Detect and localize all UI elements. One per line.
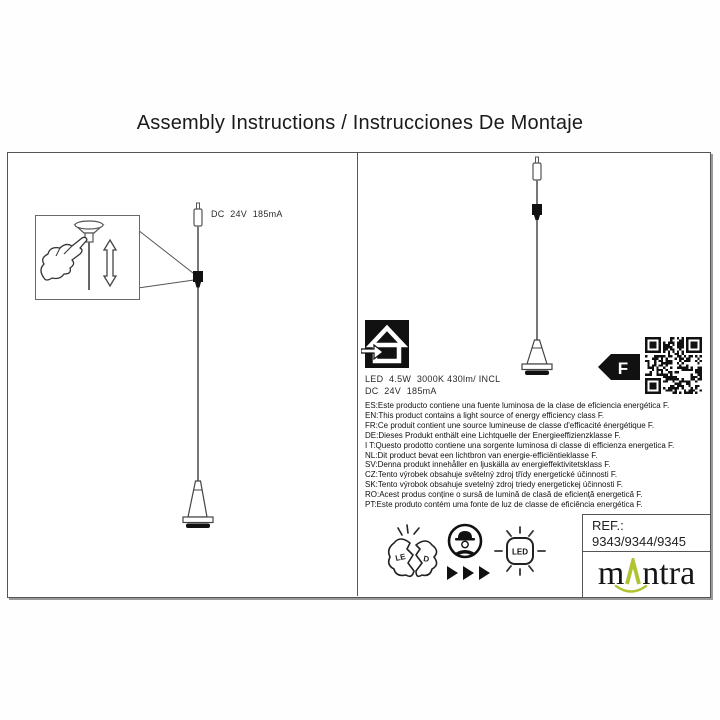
language-line: SK:Tento výrobok obsahuje svetelný zdroj triedy energetickej účinnosti F. xyxy=(365,480,623,490)
lamp-diffuser-disc xyxy=(525,371,549,376)
hand-icon xyxy=(41,237,87,280)
broken-led-text-right: D xyxy=(422,554,430,564)
brand-text-ntra: ntra xyxy=(642,555,696,592)
language-line: SV:Denna produkt innehåller en ljuskälla av energieffektivitetsklass F. xyxy=(365,460,611,470)
brand-caret-icon xyxy=(624,558,642,585)
broken-led-text-left: LE xyxy=(394,552,407,563)
mantra-logo xyxy=(583,552,710,596)
energy-class-letter: F xyxy=(617,359,629,378)
broken-led-icon xyxy=(386,524,440,584)
plug-pin xyxy=(197,203,200,209)
led-glow-label: LED xyxy=(512,547,528,557)
language-line: EN:This product contains a light source of energy efficiency class F. xyxy=(365,410,605,420)
power-spec-label: DC 24V 185mA xyxy=(365,386,437,396)
led-spec-label: LED 4.5W 3000K 430lm/ INCL xyxy=(365,374,501,384)
cable-adjuster xyxy=(532,204,542,215)
dc-plug xyxy=(533,163,541,180)
contains-light-source-icon xyxy=(361,320,409,368)
lamp-base-plate xyxy=(522,364,552,370)
plug-pin xyxy=(536,157,539,163)
brand-text-m: m xyxy=(597,555,625,592)
cable-adjuster-tip xyxy=(534,215,540,220)
arrow-right-icon xyxy=(479,566,490,580)
face xyxy=(462,541,468,547)
led-glow-icon xyxy=(492,524,548,582)
language-line: FR:Ce produit contient une source lumineuse de classe d'efficacité énergétique F. xyxy=(365,420,655,430)
panel-divider xyxy=(357,152,358,596)
brand-arc-icon xyxy=(614,585,648,597)
lamp-cone xyxy=(188,481,207,517)
callout-line xyxy=(138,230,193,273)
power-spec-label: DC 24V 185mA xyxy=(211,209,283,219)
language-line: PT:Este produto contém uma fonte de luz de classe de eficiência energética F. xyxy=(365,500,643,510)
dc-plug xyxy=(194,209,202,226)
language-line: RO:Acest produs conține o sursă de lumină de clasă de eficiență energetică F. xyxy=(365,490,643,500)
cable-adjuster-tip xyxy=(195,282,201,288)
language-line: I T:Questo prodotto contiene una sorgente luminosa di classe di efficienza energetica F. xyxy=(365,440,675,450)
call-technician-icon xyxy=(444,521,494,581)
hand-adjust-illustration xyxy=(36,216,139,299)
arrow-right-icon xyxy=(447,566,458,580)
right-lamp-illustration xyxy=(480,152,600,382)
qr-code xyxy=(645,337,702,394)
ref-label: REF.: xyxy=(592,518,624,533)
page-title: Assembly Instructions / Instrucciones De Montaje xyxy=(136,112,584,134)
reference-section xyxy=(583,515,710,552)
language-line: CZ:Tento výrobek obsahuje světelný zdroj třídy energetické účinnosti F. xyxy=(365,470,618,480)
arrow-right-icon xyxy=(463,566,474,580)
adjustment-detail-box xyxy=(35,215,140,300)
lamp-cone xyxy=(527,340,547,364)
lamp-base-plate xyxy=(183,517,213,523)
energy-class-arrow-icon xyxy=(598,354,640,380)
language-line: DE:Dieses Produkt enthält eine Lichtquelle der Energieeffizienzklasse F. xyxy=(365,430,621,440)
callout-line xyxy=(138,280,194,288)
canopy-top xyxy=(75,221,103,229)
up-down-arrow-icon xyxy=(104,240,116,286)
lamp-diffuser-disc xyxy=(186,524,210,529)
language-line: NL:Dit product bevat een lichtbron van energie-efficiëntieklasse F. xyxy=(365,450,598,460)
reference-block xyxy=(582,514,710,597)
language-line: ES:Este producto contiene una fuente luminosa de la clase de eficiencia energética F. xyxy=(365,401,670,410)
ref-numbers: 9343/9344/9345 xyxy=(592,534,686,549)
energy-class-statements xyxy=(365,401,695,510)
cable-adjuster xyxy=(193,271,203,282)
